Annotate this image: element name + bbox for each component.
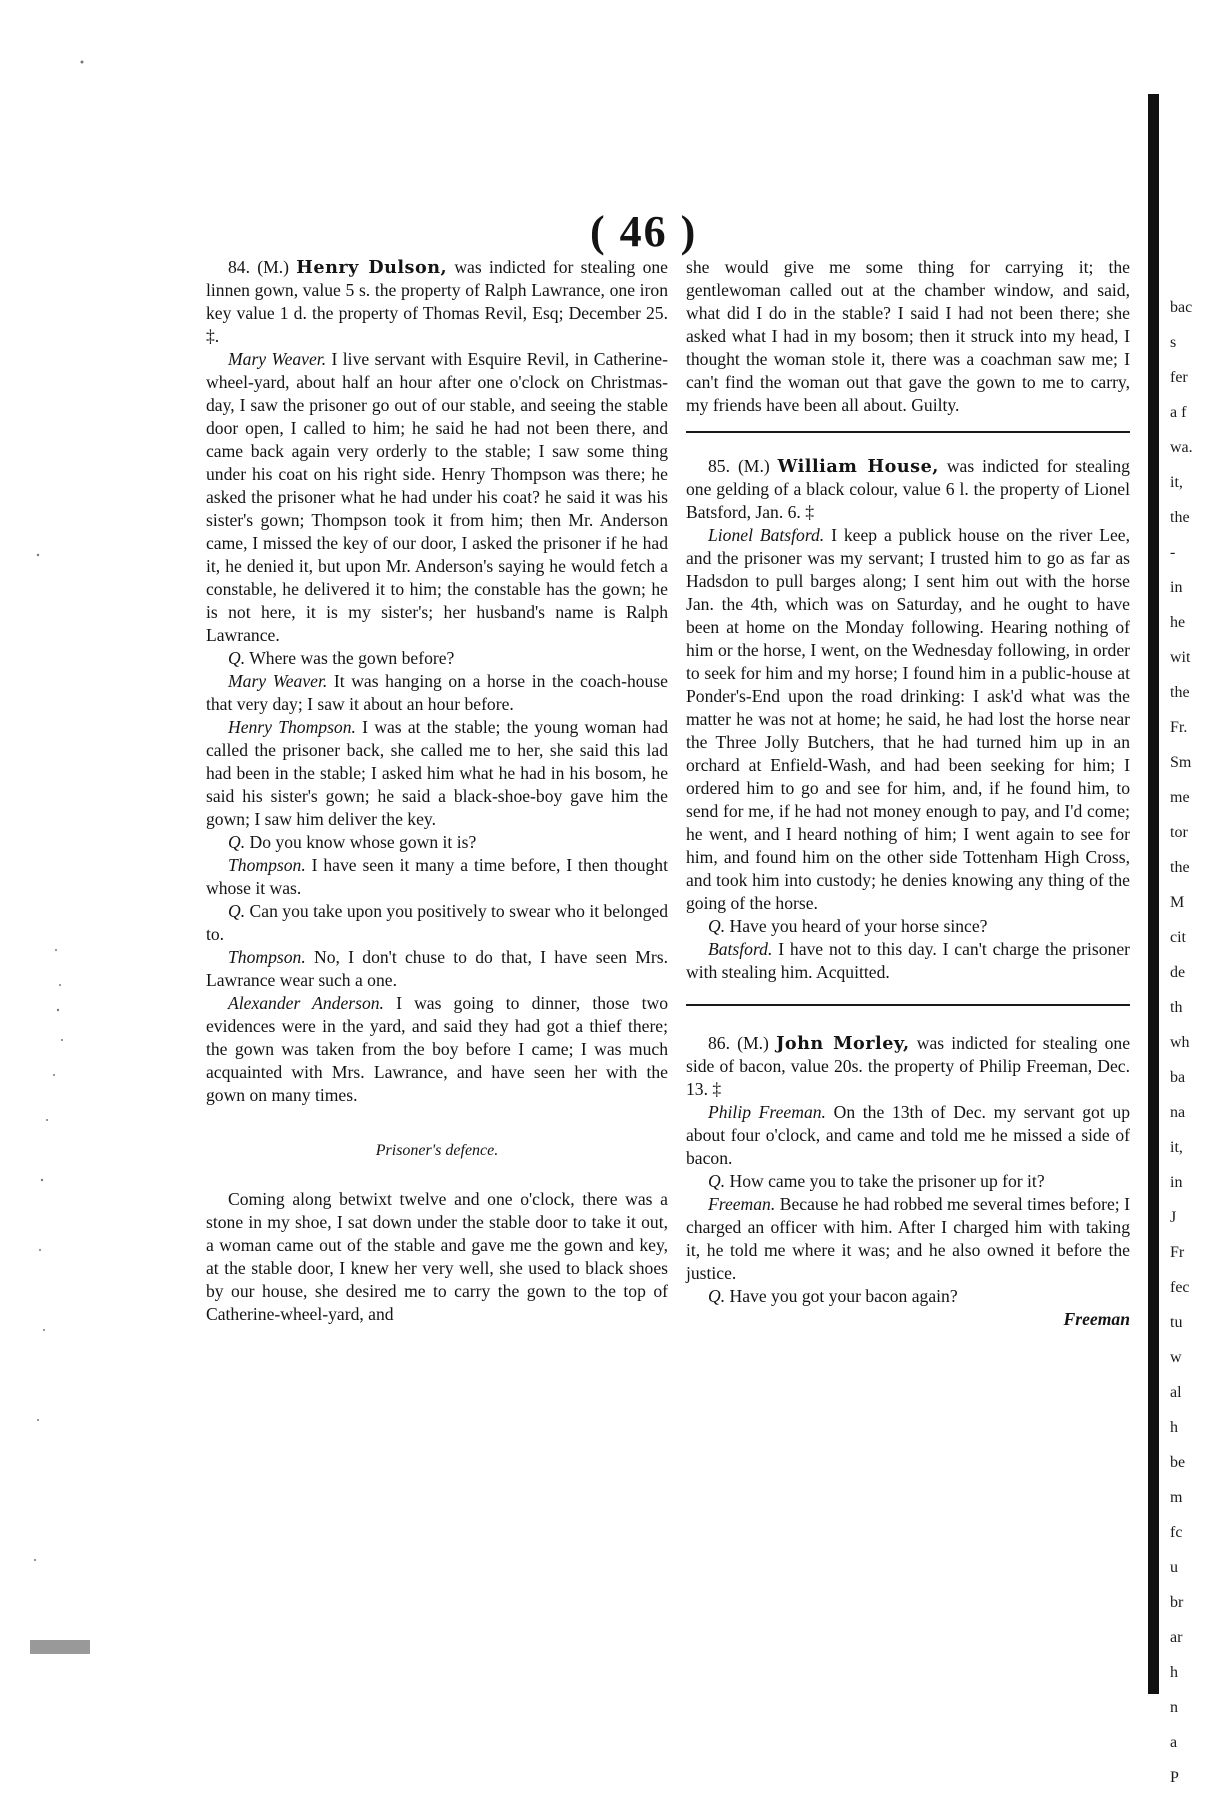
testimony-text: Because he had robbed me several times before; I charged an officer with him. After I charged him with taking it, he told me where it was; and he also owned it before the justice. [686, 1194, 1130, 1283]
page-fragment: u [1170, 1559, 1178, 1576]
catchword: Freeman [1063, 1309, 1130, 1329]
testimony-text: I have not to this day. I can't charge the prisoner with stealing him. Acquitted. [686, 939, 1130, 982]
page-fragment: w [1170, 1349, 1182, 1366]
question-mark: Q. [228, 901, 246, 921]
indictment-text: was indicted for stealing one side of bacon, value 20s. the property of Philip Freeman, Dec. 13. ‡ [686, 1033, 1131, 1099]
question-mark: Q. [228, 648, 246, 668]
case-85-entry [686, 455, 1130, 524]
page-fragment: Fr. [1170, 719, 1188, 736]
speaker-name: Freeman. [708, 1194, 776, 1214]
page-fragment: bac [1170, 299, 1193, 316]
question-text: Do you know whose gown it is? [245, 832, 477, 852]
testimony-text: On the 13th of Dec. my servant got up about four o'clock, and came and told me he missed a side of bacon. [686, 1102, 1130, 1168]
page-fragment: M [1170, 894, 1185, 911]
page-fragment: the [1170, 684, 1190, 701]
testimony-paragraph [206, 670, 668, 716]
left-column [206, 256, 668, 1326]
page-fragment: Sm [1170, 754, 1192, 771]
speaker-name: Lionel Batsford. [708, 525, 825, 545]
page-fragment: the [1170, 859, 1190, 876]
page-fragment: h [1170, 1664, 1178, 1681]
page-fragment: ar [1170, 1629, 1183, 1646]
page-fragment: tu [1170, 1314, 1183, 1331]
page-fragment: be [1170, 1454, 1186, 1471]
question-text: Have you got your bacon again? [725, 1286, 958, 1306]
testimony-text: I have seen it many a time before, I then thought whose it was. [206, 855, 668, 898]
testimony-paragraph [206, 854, 668, 900]
speaker-name: Thompson. [228, 855, 306, 875]
page-fragment: in [1170, 1174, 1183, 1191]
testimony-paragraph [206, 716, 668, 831]
page-fragment: tor [1170, 824, 1188, 841]
page-fragment: wit [1170, 649, 1191, 666]
page-fragment: it, [1170, 1139, 1183, 1156]
page-fragment: wa. [1170, 439, 1193, 456]
testimony-paragraph [206, 348, 668, 647]
right-column [686, 256, 1130, 1331]
speaker-name: Henry Thompson. [228, 717, 356, 737]
testimony-paragraph [686, 938, 1130, 984]
defence-text: she would give me some thing for carrying it; the gentlewoman called out at the chamber window, and said, what did I do in the stable? I said I had not been there; she asked what I had in my bosom; then it struck into my head, I thought the woman stole it, there was a coachman saw me; I can't find the woman out that gave the gown to me to carry, my friends have been all about. [686, 257, 1130, 415]
defendant-name: Henry Dulson, [296, 257, 448, 278]
page-fragment: fc [1170, 1524, 1183, 1541]
defendant-name: John Morley, [776, 1033, 910, 1054]
question-paragraph [686, 915, 1130, 938]
speaker-name: Thompson. [228, 947, 306, 967]
page-fragment: na [1170, 1104, 1186, 1121]
page-fragment: de [1170, 964, 1186, 981]
question-paragraph [206, 900, 668, 946]
case-number: 85. (M.) [708, 456, 770, 476]
question-mark: Q. [708, 1171, 726, 1191]
indictment-text: was indicted for stealing one linnen gown, value 5 s. the property of Ralph Lawrance, one iron key value 1 d. the property of Thomas Revil, Esq; December 25. ‡. [206, 257, 668, 346]
testimony-paragraph [686, 524, 1130, 915]
page-fragment: th [1170, 999, 1183, 1016]
verdict: Guilty. [906, 395, 960, 415]
case-86-entry [686, 1032, 1130, 1101]
page-fragment: wh [1170, 1034, 1190, 1051]
case-number: 84. (M.) [228, 257, 289, 277]
case-number: 86. (M.) [708, 1033, 769, 1053]
testimony-text: I keep a publick house on the river Lee, and the prisoner was my servant; I trusted him to go as far as Hadsdon to pull barges along; I sent him out with the horse Jan. the 4th, which was on Saturday, and he ought to have been at home on the Monday following. Hearing nothing of him or the horse, I went, on the Wednesday following, in order to seek for him and my horse; I found him in a public-house at Ponder's-End upon the road drinking: I ask'd what was the matter he was not at home; he said, he had lost the horse near the Three Jolly Butchers, that he had turned him up in an orchard at Enfield-Wash, and had been seeking for him; I ordered him to go and see for him, and, if he found him, to send for me, if he had not money enough to pay, and I'd come; he went, and I heard nothing of him; I went again to see for him, and found him on the other side Tottenham High Cross, and took him into custody; he denies knowing any thing of the going of the horse. [686, 525, 1130, 913]
question-text: Where was the gown before? [245, 648, 455, 668]
section-divider [686, 1004, 1130, 1006]
defence-paragraph: Coming along betwixt twelve and one o'clock, there was a stone in my shoe, I sat down under the stable door to take it out, a woman came out of the stable and gave me the gown and key, at the stable door, I knew her very well, she used to black shoes by our house, she desired me to carry the gown to the top of Catherine-wheel-yard, and [206, 1189, 668, 1324]
testimony-text: I was at the stable; the young woman had called the prisoner back, she called me to her, she said this lad had been in the stable; I asked him what he had in his bosom, he said his sister's gown; he said a black-shoe-boy gave him the gown; I saw him deliver the key. [206, 717, 668, 829]
testimony-paragraph [686, 1101, 1130, 1170]
speaker-name: Batsford. [708, 939, 773, 959]
page-fragment: a [1170, 1734, 1178, 1751]
page-fragment: n [1170, 1699, 1178, 1716]
question-text: Have you heard of your horse since? [725, 916, 988, 936]
case-84-entry [206, 256, 668, 348]
page-fragment: the [1170, 509, 1190, 526]
page-fragment: s [1170, 334, 1177, 351]
adjacent-page-fragments [1170, 290, 1193, 1795]
page-fragment: al [1170, 1384, 1182, 1401]
testimony-paragraph [206, 992, 668, 1107]
question-paragraph [206, 647, 668, 670]
page-fragment: me [1170, 789, 1190, 806]
speaker-name: Philip Freeman. [708, 1102, 826, 1122]
page-fragment: fec [1170, 1279, 1190, 1296]
page-fragment: h [1170, 1419, 1178, 1436]
page-fragment: in [1170, 579, 1183, 596]
page-fragment: he [1170, 614, 1186, 631]
defence-heading: Prisoner's defence. [375, 1142, 499, 1159]
page-number: ( 46 ) [590, 207, 698, 256]
question-text: Can you take upon you positively to swear who it belonged to. [206, 901, 668, 944]
page-fragment: fer [1170, 369, 1188, 386]
question-paragraph [206, 831, 668, 854]
speaker-name: Alexander Anderson. [228, 993, 384, 1013]
question-mark: Q. [228, 832, 246, 852]
page-fragment: - [1170, 544, 1176, 561]
page-fragment: a f [1170, 404, 1187, 421]
section-divider [686, 431, 1130, 433]
page-fragment: it, [1170, 474, 1183, 491]
page-fragment: m [1170, 1489, 1183, 1506]
testimony-paragraph [206, 946, 668, 992]
defendant-name: William House, [777, 456, 939, 477]
indictment-text: was indicted for stealing one gelding of a black colour, value 6 l. the property of Lionel Batsford, Jan. 6. ‡ [686, 456, 1130, 522]
question-mark: Q. [708, 1286, 726, 1306]
scan-specks [0, 0, 200, 1694]
testimony-paragraph [686, 1193, 1130, 1285]
speaker-name: Mary Weaver. [228, 671, 328, 691]
page-fragment: cit [1170, 929, 1186, 946]
testimony-text: No, I don't chuse to do that, I have seen Mrs. Lawrance wear such a one. [206, 947, 668, 990]
page-gutter-shadow [1148, 94, 1159, 1694]
page-fragment: J [1170, 1209, 1177, 1226]
speaker-name: Mary Weaver. [228, 349, 327, 369]
testimony-text: It was hanging on a horse in the coach-house that very day; I saw it about an hour before. [206, 671, 668, 714]
page-fragment: br [1170, 1594, 1184, 1611]
question-paragraph [686, 1170, 1130, 1193]
testimony-text: I live servant with Esquire Revil, in Catherine-wheel-yard, about half an hour after one o'clock on Christmas-day, I saw the prisoner go out of our stable, and seeing the stable door open, I called to him; he said he had not been there, and came back again very orderly to the stable; I saw some thing under his coat on his right side. Henry Thompson was there; he asked the prisoner what he had under his coat? he said it was his sister's gown; Thompson took it from him; then Mr. Anderson came, I missed the key of our door, I asked the prisoner if he had it, he denied it, but upon Mr. Anderson's saying he would fetch a constable, he delivered it to him; the constable has the gown; he is not here, it is my sister's; her husband's name is Ralph Lawrance. [206, 349, 668, 645]
defence-continuation [686, 256, 1130, 417]
testimony-text: I was going to dinner, those two evidences were in the yard, and said they had got a thief there; the gown was taken from the boy before I came; I was much acquainted with Mrs. Lawrance, and have seen her with the gown on many times. [206, 993, 668, 1105]
question-mark: Q. [708, 916, 726, 936]
page-fragment: P [1170, 1769, 1179, 1786]
question-paragraph [686, 1285, 1130, 1308]
page-fragment: ba [1170, 1069, 1186, 1086]
page-fragment: Fr [1170, 1244, 1185, 1261]
question-text: How came you to take the prisoner up for it? [725, 1171, 1045, 1191]
